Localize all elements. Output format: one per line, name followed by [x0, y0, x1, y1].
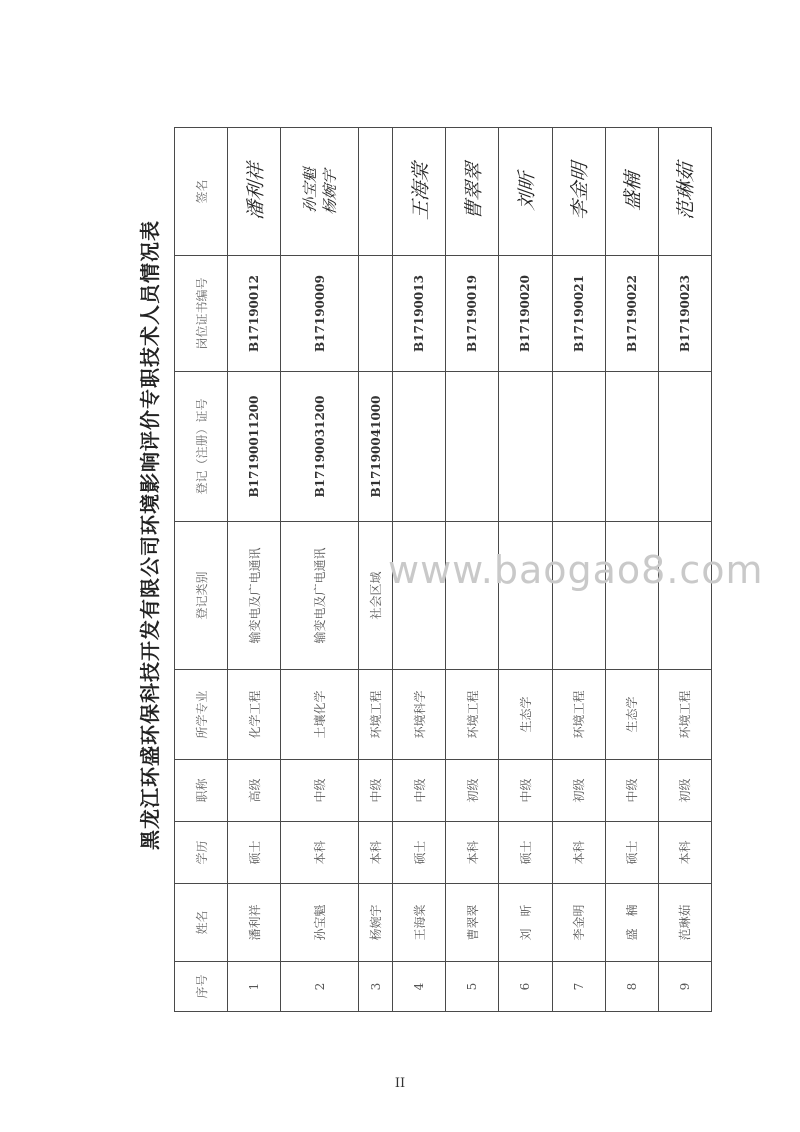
- cell-certificate-no: B17190013: [393, 256, 446, 372]
- cell-title: 初级: [446, 760, 499, 822]
- cell-major: 生态学: [605, 670, 658, 760]
- cell-major: 环境工程: [552, 670, 605, 760]
- cell-index: 2: [281, 962, 359, 1012]
- header-title: 职称: [175, 760, 228, 822]
- header-registration-no: 登记（注册）证号: [175, 372, 228, 522]
- cell-title: 中级: [499, 760, 552, 822]
- page-number: II: [394, 1076, 406, 1091]
- cell-registration-no: [605, 372, 658, 522]
- cell-title: 中级: [358, 760, 392, 822]
- cell-title: 初级: [658, 760, 711, 822]
- cell-name: 杨婉宇: [358, 884, 392, 962]
- cell-certificate-no: B17190023: [658, 256, 711, 372]
- cell-index: 6: [499, 962, 552, 1012]
- cell-name: 王海棠: [393, 884, 446, 962]
- cell-registration-no: [499, 372, 552, 522]
- signature-line: 杨婉宇: [320, 169, 339, 217]
- table-header-row: [175, 128, 228, 1012]
- cell-registration-no: B17190031200: [281, 372, 359, 522]
- cell-name: 潘利祥: [228, 884, 281, 962]
- cell-certificate-no: B17190020: [499, 256, 552, 372]
- header-name: 姓名: [175, 884, 228, 962]
- cell-major: 环境工程: [658, 670, 711, 760]
- cell-name: 盛 楠: [605, 884, 658, 962]
- cell-index: 7: [552, 962, 605, 1012]
- cell-index: 1: [228, 962, 281, 1012]
- cell-education: 硕士: [605, 822, 658, 884]
- cell-registration-no: [658, 372, 711, 522]
- cell-name: 范琳茹: [658, 884, 711, 962]
- cell-major: 化学工程: [228, 670, 281, 760]
- cell-registration-no: B17190011200: [228, 372, 281, 522]
- cell-signature: 李金明: [552, 125, 605, 259]
- cell-title: 初级: [552, 760, 605, 822]
- cell-name: 刘 昕: [499, 884, 552, 962]
- cell-index: 5: [446, 962, 499, 1012]
- cell-signature: 潘利祥: [228, 125, 281, 259]
- header-education: 学历: [175, 822, 228, 884]
- cell-signature: 刘昕: [499, 125, 552, 259]
- cell-certificate-no: B17190019: [446, 256, 499, 372]
- watermark-text: www.baogao8.com: [388, 548, 764, 592]
- cell-title: 高级: [228, 760, 281, 822]
- cell-major: 环境工程: [358, 670, 392, 760]
- cell-name: 李金明: [552, 884, 605, 962]
- cell-category: [552, 522, 605, 670]
- table-row: [228, 128, 281, 1012]
- cell-category: [605, 522, 658, 670]
- cell-education: 本科: [281, 822, 359, 884]
- cell-category: 输变电及广电通讯: [281, 522, 359, 670]
- cell-registration-no: [393, 372, 446, 522]
- cell-education: 本科: [658, 822, 711, 884]
- cell-certificate-no: [358, 256, 392, 372]
- cell-signature: 王海棠: [393, 125, 446, 259]
- cell-title: 中级: [393, 760, 446, 822]
- cell-category: [658, 522, 711, 670]
- cell-education: 硕士: [393, 822, 446, 884]
- cell-education: 硕士: [228, 822, 281, 884]
- header-category: 登记类别: [175, 522, 228, 670]
- cell-signature: 范琳茹: [658, 125, 711, 259]
- cell-title: 中级: [281, 760, 359, 822]
- header-certificate-no: 岗位证书编号: [175, 256, 228, 372]
- cell-signature-combined: [281, 123, 359, 259]
- cell-certificate-no: B17190022: [605, 256, 658, 372]
- cell-education: 本科: [446, 822, 499, 884]
- cell-index: 3: [358, 962, 392, 1012]
- cell-major: 生态学: [499, 670, 552, 760]
- cell-education: 本科: [358, 822, 392, 884]
- document-title: 黑龙江环盛环保科技开发有限公司环境影响评价专职技术人员情况表: [138, 220, 162, 850]
- cell-signature-empty: [358, 126, 392, 258]
- cell-category: [446, 522, 499, 670]
- cell-name: 孙宝魁: [281, 884, 359, 962]
- cell-category: [393, 522, 446, 670]
- cell-name: 曹翠翠: [446, 884, 499, 962]
- cell-category: 输变电及广电通讯: [228, 522, 281, 670]
- cell-certificate-no: B17190021: [552, 256, 605, 372]
- cell-certificate-no: B17190009: [281, 256, 359, 372]
- cell-education: 本科: [552, 822, 605, 884]
- cell-registration-no: [552, 372, 605, 522]
- table-row: [281, 128, 359, 1012]
- cell-index: 9: [658, 962, 711, 1012]
- cell-title: 中级: [605, 760, 658, 822]
- cell-major: 环境工程: [446, 670, 499, 760]
- cell-signature: 曹翠翠: [446, 125, 499, 259]
- cell-category: 社会区域: [358, 522, 392, 670]
- cell-registration-no: B17190041000: [358, 372, 392, 522]
- header-signature: 签名: [175, 128, 228, 256]
- cell-index: 4: [393, 962, 446, 1012]
- cell-signature: 盛楠: [605, 125, 658, 259]
- header-index: 序号: [175, 962, 228, 1012]
- cell-education: 硕士: [499, 822, 552, 884]
- cell-major: 环境科学: [393, 670, 446, 760]
- cell-registration-no: [446, 372, 499, 522]
- cell-index: 8: [605, 962, 658, 1012]
- cell-certificate-no: B17190012: [228, 256, 281, 372]
- cell-category: [499, 522, 552, 670]
- header-major: 所学专业: [175, 670, 228, 760]
- signature-line: 孙宝魁: [300, 167, 319, 214]
- cell-major: 土壤化学: [281, 670, 359, 760]
